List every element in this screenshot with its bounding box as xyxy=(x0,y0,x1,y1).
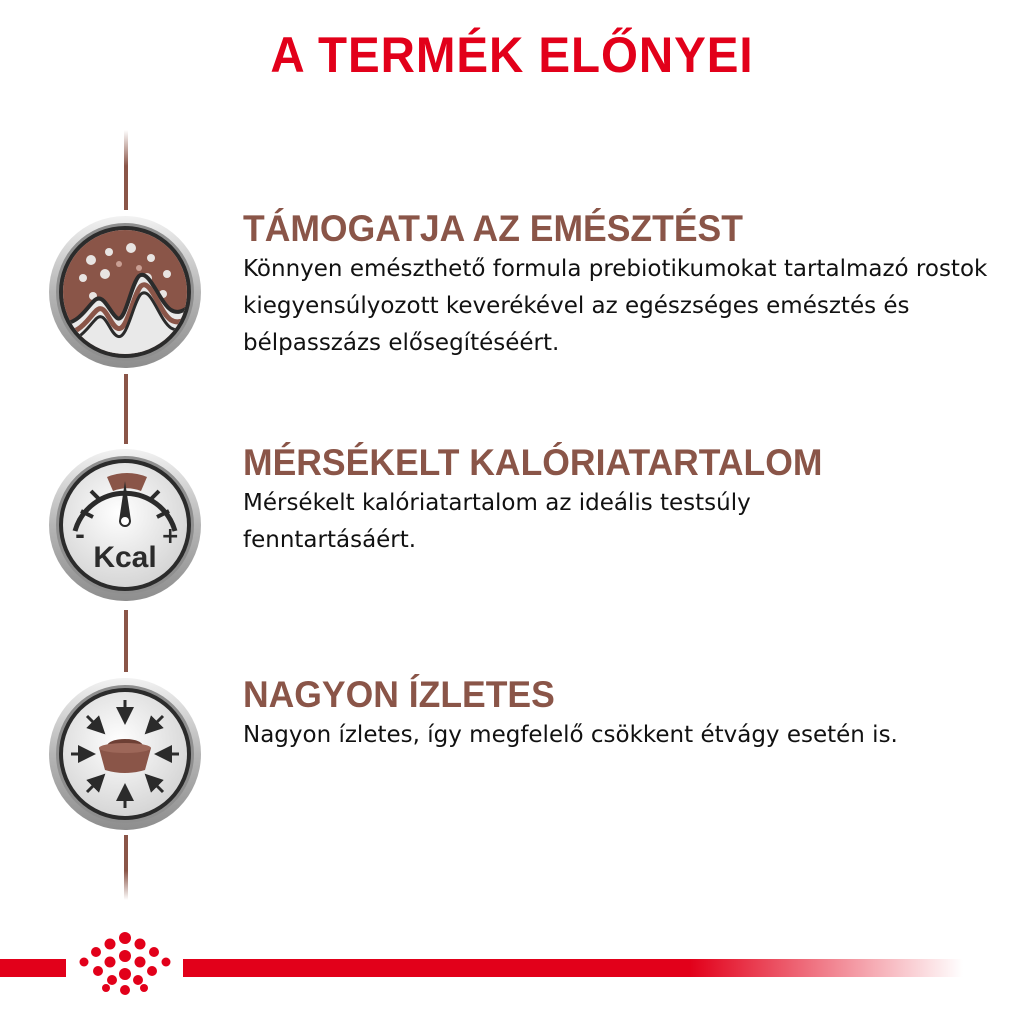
benefit-title: MÉRSÉKELT KALÓRIATARTALOM xyxy=(243,442,823,483)
royal-canin-crown-icon xyxy=(70,926,180,998)
benefit-palatability xyxy=(243,673,1003,754)
kcal-gauge-icon xyxy=(47,447,203,603)
page-title: A TERMÉK ELŐNYEI xyxy=(270,27,754,83)
benefit-title: NAGYON ÍZLETES xyxy=(243,674,555,715)
gauge-unit: Kcal xyxy=(93,541,157,574)
timeline-line xyxy=(124,835,128,900)
benefit-description: Mérsékelt kalóriatartalom az ideális testsúly fenntartásáért. xyxy=(243,490,751,553)
timeline-line xyxy=(124,374,128,444)
timeline-line xyxy=(124,130,128,210)
benefit-title: TÁMOGATJA AZ EMÉSZTÉST xyxy=(243,208,743,249)
timeline-line xyxy=(124,610,128,672)
benefit-description: Könnyen emészthető formula prebiotikumokat tartalmazó rostok kiegyensúlyozott keverékével az egészséges emésztés és bélpasszázs elősegítéséért. xyxy=(243,256,988,356)
digestion-icon xyxy=(47,214,203,370)
gauge-plus: + xyxy=(161,524,180,549)
benefit-calories xyxy=(243,441,1003,559)
benefit-digestion xyxy=(243,207,1003,362)
benefit-description: Nagyon ízletes, így megfelelő csökkent étvágy esetén is. xyxy=(243,722,898,748)
gauge-minus: - xyxy=(75,521,85,549)
footer-red-bar xyxy=(0,959,66,977)
footer-red-bar xyxy=(183,959,963,977)
food-bowl-icon xyxy=(47,676,203,832)
